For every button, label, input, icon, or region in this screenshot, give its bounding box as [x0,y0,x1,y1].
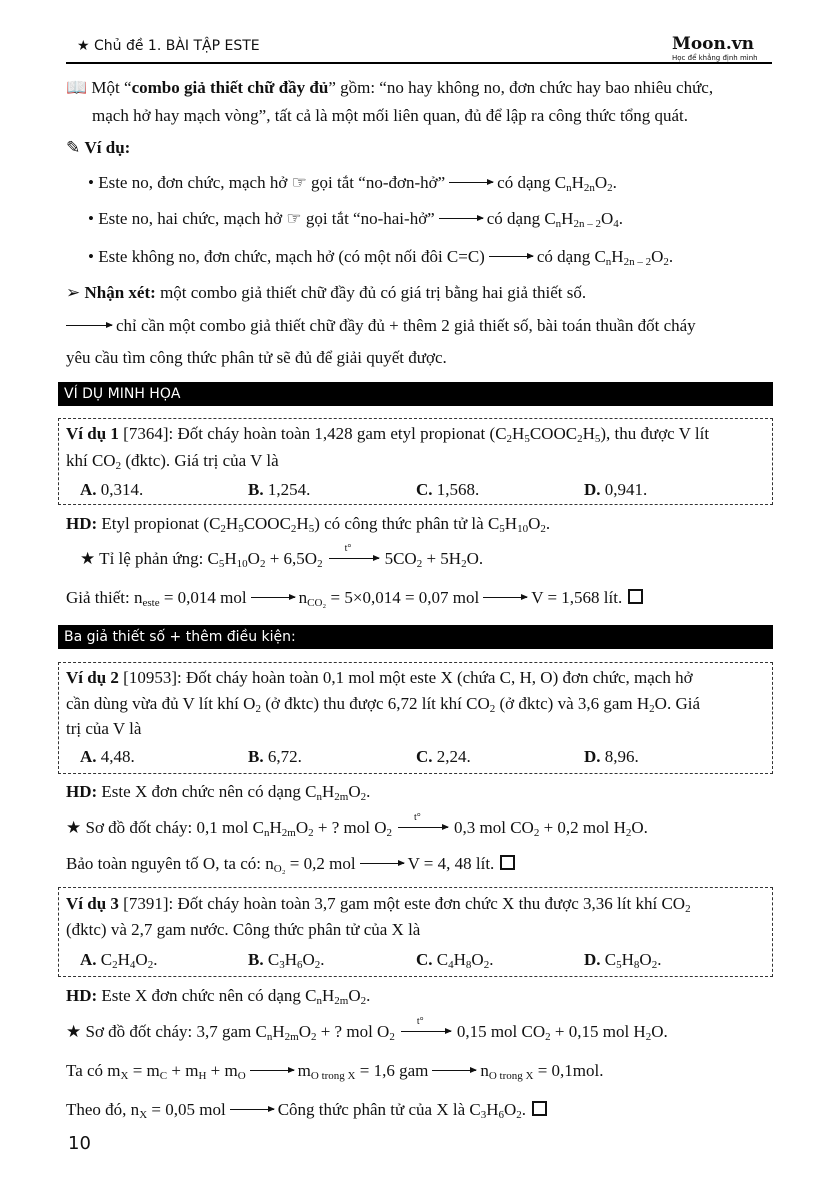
ex3-taco: Ta có $m_X = m_C + m_H + m_O$ $m_{O trong X} = 1,6$ gam $n_{O trong X} = 0,1mol$. [66,1061,604,1082]
bullet-1: • Este no, đơn chức, mạch hở ☞ gọi tắt “no-đơn-hở” có dạng $C_nH_{2n}O_2$. [88,173,617,194]
section-bar-examples: VÍ DỤ MINH HỌA [58,382,773,406]
example-1-line-2: khí $CO_2$ (đktc). Giá trị của V là [66,451,279,472]
ex3-option-b: B. $C_3H_6O_2$. [248,950,325,971]
header-rule [66,62,772,64]
ex3-hd: HD: Este X đơn chức nên có dạng $C_nH_{2m}O_2$. [66,986,371,1007]
ex3-option-c: C. $C_4H_8O_2$. [416,950,494,971]
book-icon: 📖 [66,78,88,97]
ex3-option-d: D. $C_5H_8O_2$. [584,950,662,971]
triangle-icon: ➢ [66,283,81,302]
ex3-theodo: Theo đó, $n_X = 0,05$ mol Công thức phân tử của X là $C_3H_6O_2$. [66,1100,547,1120]
header-title: ★ Chủ đề 1. BÀI TẬP ESTE [77,38,260,54]
end-square-icon [628,589,643,604]
conclusion-line-2: yêu cầu tìm công thức phân tử sẽ đủ để giải quyết được. [66,348,447,367]
logo-tagline: Học để khẳng định mình [672,54,758,62]
ex2-hd: HD: Este X đơn chức nên có dạng $C_nH_{2m}O_2$. [66,782,371,803]
ex2-option-b: B. 6,72. [248,747,302,766]
ex2-option-c: C. 2,24. [416,747,471,766]
example-2-line-3: trị của V là [66,719,142,738]
ex1-option-b: B. 1,254. [248,480,311,499]
bullet-3: • Este không no, đơn chức, mạch hở (có một nối đôi C=C) có dạng $C_nH_{2n - 2}O_2$. [88,247,674,268]
ex1-hd: HD: Etyl propionat $(C_2H_5COOC_2H_5)$ có công thức phân tử là $C_5H_{10}O_2$. [66,514,551,535]
ex2-option-d: D. 8,96. [584,747,639,766]
remark: ➢ Nhận xét: một combo giả thiết chữ đầy đủ có giá trị bằng hai giả thiết số. [66,283,587,302]
example-2-line-1: Ví dụ 2 [10953]: Đốt cháy hoàn toàn 0,1 mol một este X (chứa C, H, O) đơn chức, mạch hở [66,668,693,687]
intro-line-2: mạch hở hay mạch vòng”, tất cả là một mối liên quan, đủ để lập ra công thức tổng quát. [92,106,689,125]
ex1-ratio: ★ Tỉ lệ phản ứng: $C_5H_{10}O_2 + 6,5O_2$ t° $5CO_2 + 5H_2O$. [80,543,484,570]
bullet-2: • Este no, hai chức, mạch hở ☞ gọi tắt “no-hai-hở” có dạng $C_nH_{2n - 2}O_4$. [88,209,623,230]
ex1-option-d: D. 0,941. [584,480,648,499]
section-bar-three-givens: Ba giả thiết số + thêm điều kiện: [58,625,773,649]
ex2-conservation: Bảo toàn nguyên tố O, ta có: $n_{O_2} = 0,2$ mol V = 4, 48 lít. [66,854,515,874]
page-number: 10 [68,1133,91,1154]
example-heading: ✎ Ví dụ: [66,138,131,157]
intro-line-1: 📖 Một “combo giả thiết chữ đầy đủ” gồm: “no hay không no, đơn chức hay bao nhiêu chức, [66,78,714,97]
example-3-line-1: Ví dụ 3 [7391]: Đốt cháy hoàn toàn 3,7 gam một este đơn chức X thu được 3,36 lít khí $CO_2$ [66,894,691,915]
ex1-option-a: A. 0,314. [80,480,144,499]
ex1-option-c: C. 1,568. [416,480,480,499]
example-1-line-1: Ví dụ 1 [7364]: Đốt cháy hoàn toàn 1,428 gam etyl propionat $(C_2H_5COOC_2H_5)$, thu được V lít [66,424,710,445]
end-square-icon [500,855,515,870]
ex1-given: Giả thiết: $n_{este} = 0,014$ mol $n_{CO_2} = 5\times 0,014 = 0,07$ mol V = 1,568 lít. [66,588,643,608]
pen-icon: ✎ [66,138,81,157]
ex3-option-a: A. $C_2H_4O_2$. [80,950,158,971]
moon-logo: Moon.vn [672,34,755,54]
end-square-icon [532,1101,547,1116]
conclusion-line-1: chỉ cần một combo giả thiết chữ đầy đủ + thêm 2 giả thiết số, bài toán thuần đốt cháy [66,316,696,336]
ex2-option-a: A. 4,48. [80,747,135,766]
example-3-line-2: (đktc) và 2,7 gam nước. Công thức phân tử của X là [66,920,421,939]
ex3-scheme: ★ Sơ đồ đốt cháy: 3,7 gam $C_nH_{2m}O_2$ + ? mol $O_2$ t° 0,15 mol $CO_2 + 0,15$ mol $H_2O$. [66,1016,668,1043]
ex2-scheme: ★ Sơ đồ đốt cháy: 0,1 mol $C_nH_{2m}O_2$ + ? mol $O_2$ t° 0,3 mol $CO_2 + 0,2$ mol $H_2O$. [66,812,648,839]
example-2-line-2: cần dùng vừa đủ V lít khí $O_2$ (ở đktc) thu được 6,72 lít khí $CO_2$ (ở đktc) và 3,6 gam $H_2O$. Giá [66,694,700,715]
